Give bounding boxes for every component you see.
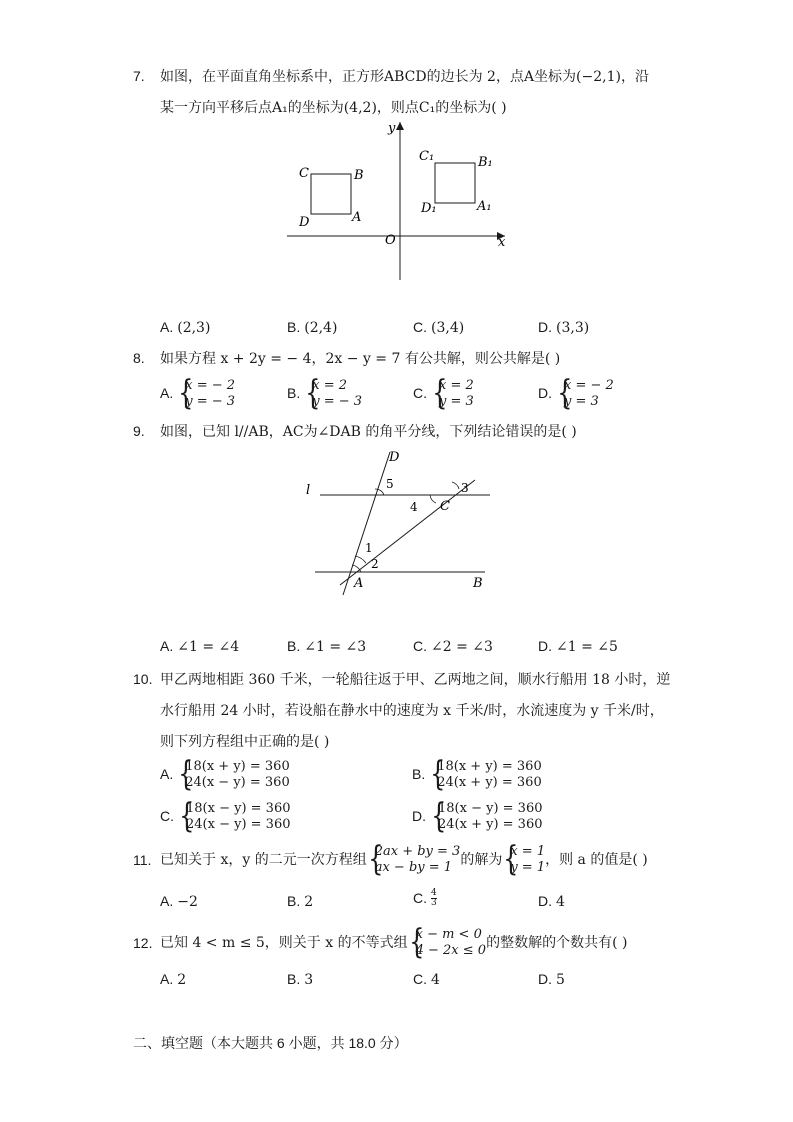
q7-option-b[interactable]: B. (2,4)	[287, 319, 338, 336]
label-D: D	[389, 450, 400, 465]
q10-option-c[interactable]: C. { 18(x − y) = 360 24(x − y) = 360	[160, 801, 291, 833]
q11-stem: 已知关于 x，y 的二元一次方程组 { 2ax + by = 3 ax − by = 1 的解为 { x = 1 y = 1 ，则 a 的值是( )	[160, 843, 648, 877]
q8-option-c[interactable]: C. { x = 2 y = 3	[413, 378, 474, 410]
q9-option-d[interactable]: D. ∠1 = ∠5	[538, 638, 618, 655]
q9-geometry-figure	[0, 445, 793, 605]
q11-system: { 2ax + by = 3 ax − by = 1	[367, 844, 461, 876]
q8-number: 8.	[133, 350, 145, 366]
label-C1: C₁	[419, 149, 435, 164]
q7-stem-line2: 某一方向平移后点A₁的坐标为(4,2)，则点C₁的坐标为( )	[160, 100, 507, 116]
square-abcd	[311, 174, 351, 214]
q7-number: 7.	[133, 68, 145, 84]
label-A1: A₁	[477, 199, 492, 214]
q10-stem-line2: 水行船用 24 小时，若设船在静水中的速度为 x 千米/时，水流速度为 y 千米/时，	[160, 703, 664, 719]
q9-option-b[interactable]: B. ∠1 = ∠3	[287, 638, 367, 655]
q12-option-c[interactable]: C. 4	[413, 971, 440, 988]
q10-stem-line3: 则下列方程组中正确的是( )	[160, 734, 330, 750]
q10-option-b[interactable]: B. { 18(x + y) = 360 24(x + y) = 360	[412, 759, 542, 791]
label-C: C	[440, 499, 450, 514]
q10-stem-line1: 甲乙两地相距 360 千米，一轮船往返于甲、乙两地之间，顺水行船用 18 小时，逆	[160, 672, 671, 688]
label-2: 2	[371, 557, 379, 571]
label-4: 4	[410, 500, 418, 514]
label-5: 5	[386, 477, 394, 491]
q9-option-c[interactable]: C. ∠2 = ∠3	[413, 638, 493, 655]
q10-option-d[interactable]: D. { 18(x − y) = 360 24(x + y) = 360	[412, 801, 543, 833]
q12-system: { x − m < 0 4 − 2x ≤ 0	[408, 927, 486, 959]
label-3: 3	[461, 481, 469, 495]
q11-option-d[interactable]: D. 4	[538, 893, 565, 910]
square-a1b1c1d1	[435, 163, 475, 203]
label-l: l	[306, 483, 311, 498]
q9-number: 9.	[133, 423, 145, 439]
q7-option-c[interactable]: C. (3,4)	[413, 319, 465, 336]
label-A: A	[354, 576, 364, 591]
q10-number: 10.	[133, 671, 153, 687]
q12-number: 12.	[133, 935, 153, 951]
q11-option-a[interactable]: A. −2	[160, 893, 198, 910]
label-O: O	[385, 233, 396, 248]
q9-stem: 如图，已知 l//AB，AC为∠DAB 的角平分线，下列结论错误的是( )	[160, 424, 577, 440]
label-B: B	[473, 576, 483, 591]
q8-option-d[interactable]: D. { x = − 2 y = 3	[538, 378, 614, 410]
q12-stem: 已知 4 < m ≤ 5，则关于 x 的不等式组 { x − m < 0 4 − 2x ≤ 0 的整数解的个数共有( )	[160, 926, 627, 960]
q7-option-d[interactable]: D. (3,3)	[538, 319, 590, 336]
section-fill-in-header: 二、填空题（本大题共 6 小题，共 18.0 分）	[133, 1035, 408, 1051]
label-B1: B₁	[478, 155, 493, 170]
label-D: D	[299, 215, 310, 230]
q10-option-a[interactable]: A. { 18(x + y) = 360 24(x − y) = 360	[160, 759, 290, 791]
label-x: x	[498, 235, 506, 250]
label-1: 1	[365, 541, 373, 555]
q9-option-a[interactable]: A. ∠1 = ∠4	[160, 638, 240, 655]
label-y: y	[388, 121, 396, 136]
q7-stem-line1: 如图，在平面直角坐标系中，正方形ABCD的边长为 2，点A坐标为(−2,1)，沿	[160, 69, 649, 85]
label-D1: D₁	[421, 201, 437, 216]
q8-stem: 如果方程 x + 2y = − 4，2x − y = 7 有公共解，则公共解是( )	[160, 351, 561, 367]
q12-option-a[interactable]: A. 2	[160, 971, 187, 988]
q11-option-b[interactable]: B. 2	[287, 893, 314, 910]
q8-option-b[interactable]: B. { x = 2 y = − 3	[287, 378, 362, 410]
label-B: B	[354, 168, 364, 183]
q11-option-c[interactable]: C. $\frac{4}{3}$	[413, 888, 437, 908]
q11-solution: { x = 1 y = 1	[502, 844, 545, 876]
label-C: C	[299, 166, 309, 181]
q8-option-a[interactable]: A. { x = − 2 y = − 3	[160, 378, 235, 410]
q12-option-b[interactable]: B. 3	[287, 971, 314, 988]
q7-option-a[interactable]: A. (2,3)	[160, 319, 211, 336]
q7-coordinate-figure	[0, 115, 793, 285]
label-A: A	[352, 210, 362, 225]
q12-option-d[interactable]: D. 5	[538, 971, 565, 988]
q11-number: 11.	[133, 852, 152, 868]
